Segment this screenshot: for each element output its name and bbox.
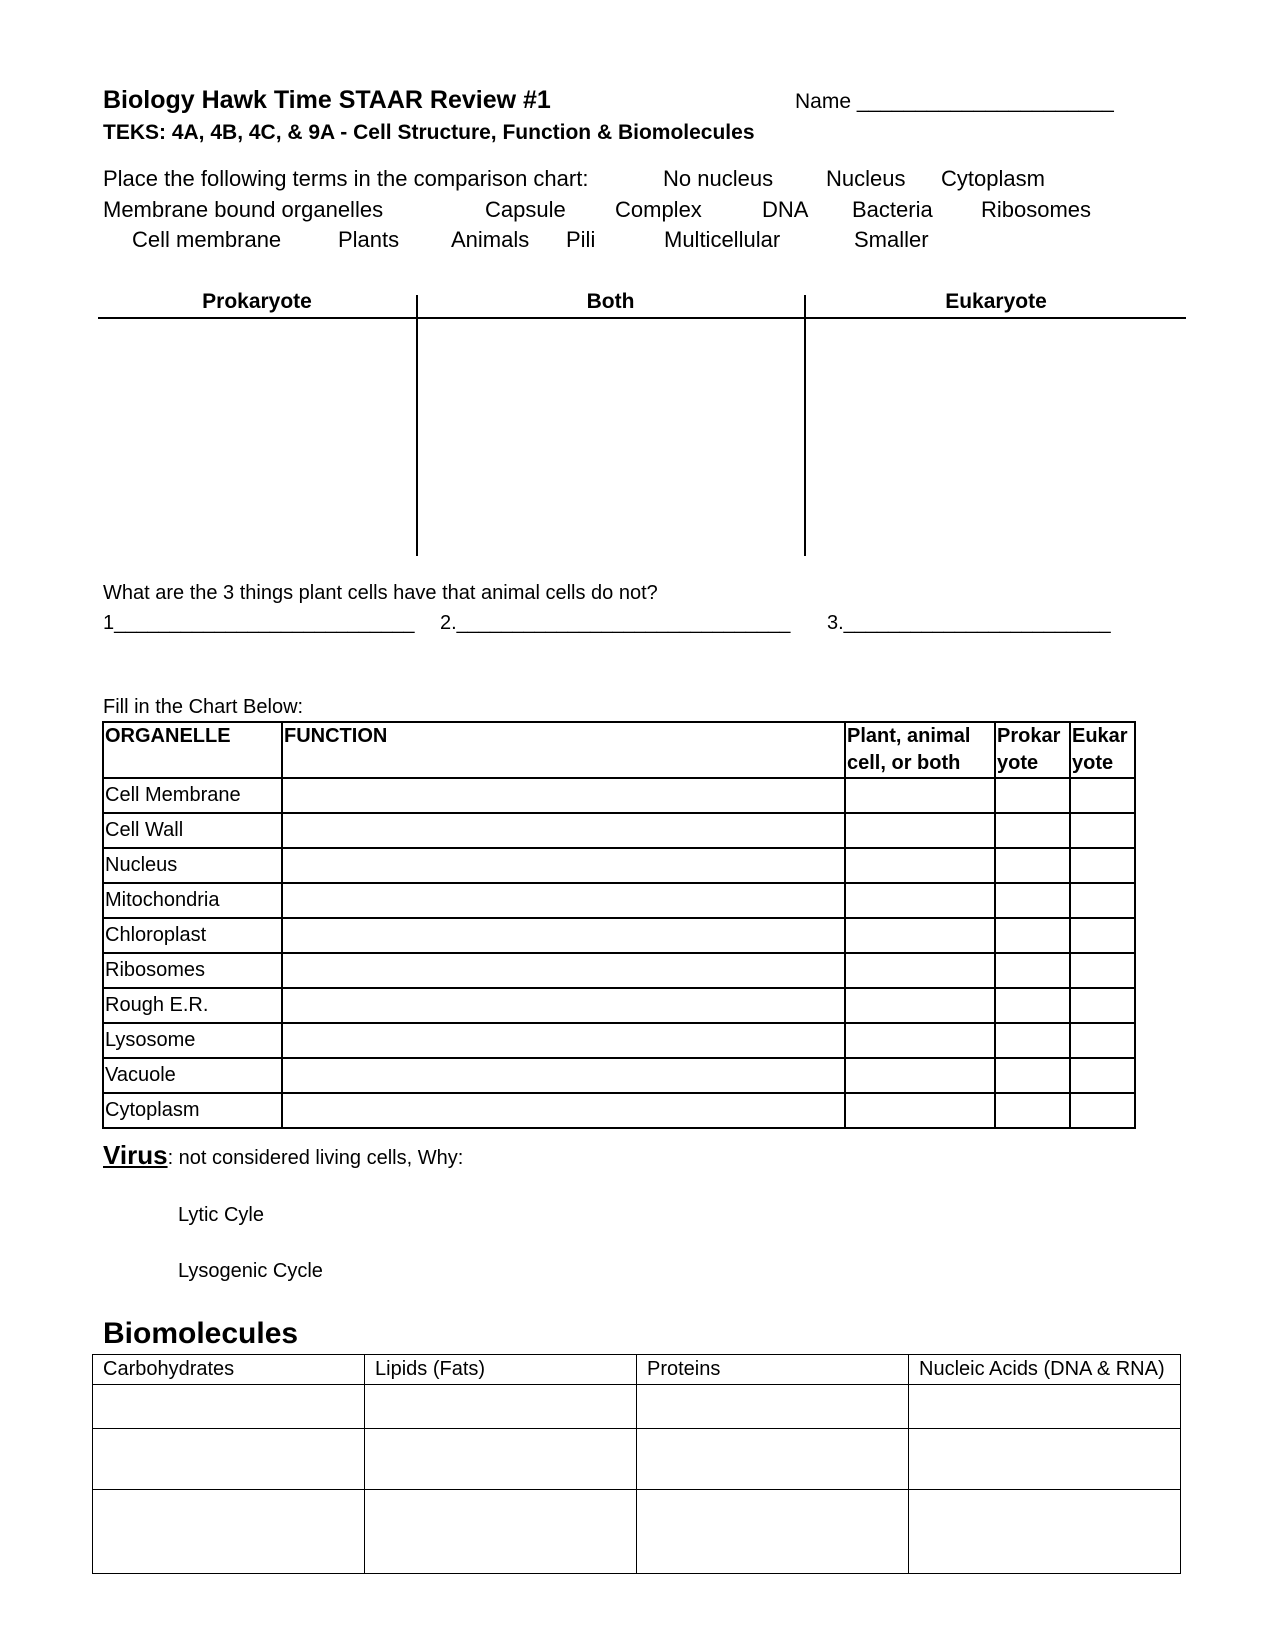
function-cell[interactable] (282, 813, 845, 848)
function-cell[interactable] (282, 1093, 845, 1128)
prokaryote-cell[interactable] (995, 1058, 1070, 1093)
cell-type-cell[interactable] (845, 813, 995, 848)
answer-cell[interactable] (637, 1385, 909, 1429)
teks-subtitle: TEKS: 4A, 4B, 4C, & 9A - Cell Structure, Function & Biomolecules (103, 121, 755, 144)
cell-type-cell[interactable] (845, 988, 995, 1023)
answer-cell[interactable] (365, 1385, 637, 1429)
cell-type-cell[interactable] (845, 1093, 995, 1128)
prokaryote-cell[interactable] (995, 848, 1070, 883)
cell-type-cell[interactable] (845, 848, 995, 883)
answer-cell[interactable] (909, 1429, 1181, 1490)
organelle-name: Cell Membrane (103, 778, 282, 813)
term: Ribosomes (981, 197, 1092, 222)
table-row (103, 953, 1135, 988)
function-cell[interactable] (282, 1058, 845, 1093)
fill-chart-label: Fill in the Chart Below: (103, 696, 304, 718)
table-row (103, 1093, 1135, 1128)
organelle-name: Lysosome (103, 1023, 282, 1058)
prokaryote-cell[interactable] (995, 1093, 1070, 1128)
answer-cell[interactable] (637, 1490, 909, 1574)
virus-prompt: : not considered living cells, Why: (167, 1147, 464, 1169)
table-row (103, 988, 1135, 1023)
biomolecules-title: Biomolecules (103, 1317, 299, 1350)
prokaryote-cell[interactable] (995, 778, 1070, 813)
name-field-label[interactable]: Name ______________________ (795, 90, 1114, 113)
both-area[interactable] (418, 318, 804, 556)
function-cell[interactable] (282, 848, 845, 883)
organelle-name: Cytoplasm (103, 1093, 282, 1128)
prokaryote-cell[interactable] (995, 813, 1070, 848)
term: Complex (615, 197, 702, 222)
cell-type-cell[interactable] (845, 1023, 995, 1058)
term: Membrane bound organelles (103, 197, 384, 222)
prokaryote-cell[interactable] (995, 1023, 1070, 1058)
function-cell[interactable] (282, 778, 845, 813)
organelle-name: Ribosomes (103, 953, 282, 988)
prokaryote-cell[interactable] (995, 953, 1070, 988)
eukaryote-col-header: Eukar yote (1070, 722, 1135, 778)
worksheet-title: Biology Hawk Time STAAR Review #1 (103, 86, 551, 114)
term: No nucleus (663, 166, 774, 191)
cell-type-cell[interactable] (845, 883, 995, 918)
prokaryote-col-header: Prokar yote (995, 722, 1070, 778)
table-row (103, 848, 1135, 883)
term: Capsule (485, 197, 566, 222)
eukaryote-cell[interactable] (1070, 988, 1135, 1023)
plant-cells-question: What are the 3 things plant cells have that animal cells do not? (103, 582, 658, 604)
answer-cell[interactable] (909, 1490, 1181, 1574)
term: Animals (451, 227, 530, 252)
term: Bacteria (852, 197, 933, 222)
organelle-name: Rough E.R. (103, 988, 282, 1023)
term: Nucleus (826, 166, 906, 191)
function-cell[interactable] (282, 953, 845, 988)
eukaryote-cell[interactable] (1070, 778, 1135, 813)
eukaryote-cell[interactable] (1070, 883, 1135, 918)
function-cell[interactable] (282, 883, 845, 918)
term: Plants (338, 227, 400, 252)
eukaryote-header: Eukaryote (945, 290, 1047, 313)
organelle-name: Cell Wall (103, 813, 282, 848)
organelle-name: Mitochondria (103, 883, 282, 918)
cell-type-cell[interactable] (845, 918, 995, 953)
lysogenic-cycle-label: Lysogenic Cycle (178, 1260, 323, 1282)
function-header: FUNCTION (282, 722, 845, 778)
lipids-header: Lipids (Fats) (365, 1355, 637, 1385)
organelle-name: Nucleus (103, 848, 282, 883)
term: Cell membrane (132, 227, 282, 252)
eukaryote-cell[interactable] (1070, 1093, 1135, 1128)
cell-type-header: Plant, animal cell, or both (845, 722, 995, 778)
term: DNA (762, 197, 809, 222)
prokaryote-cell[interactable] (995, 918, 1070, 953)
cell-type-cell[interactable] (845, 1058, 995, 1093)
answer-cell[interactable] (637, 1429, 909, 1490)
carbohydrates-header: Carbohydrates (93, 1355, 365, 1385)
function-cell[interactable] (282, 918, 845, 953)
answer-cell[interactable] (93, 1429, 365, 1490)
prokaryote-header: Prokaryote (202, 290, 312, 313)
answer-blank-3[interactable]: 3.________________________ (827, 612, 1111, 634)
table-row (103, 813, 1135, 848)
table-row (93, 1490, 1181, 1574)
eukaryote-cell[interactable] (1070, 1023, 1135, 1058)
answer-cell[interactable] (365, 1490, 637, 1574)
nucleic-acids-header: Nucleic Acids (DNA & RNA) (909, 1355, 1181, 1385)
eukaryote-cell[interactable] (1070, 1058, 1135, 1093)
answer-cell[interactable] (909, 1385, 1181, 1429)
table-row (103, 918, 1135, 953)
function-cell[interactable] (282, 1023, 845, 1058)
eukaryote-cell[interactable] (1070, 918, 1135, 953)
answer-cell[interactable] (93, 1490, 365, 1574)
virus-question (103, 1140, 463, 1171)
table-row (103, 1023, 1135, 1058)
cell-type-cell[interactable] (845, 778, 995, 813)
table-row (103, 778, 1135, 813)
terms-intro: Place the following terms in the comparison chart: (103, 166, 589, 191)
organelle-header: ORGANELLE (103, 722, 282, 778)
prokaryote-cell[interactable] (995, 883, 1070, 918)
cell-type-cell[interactable] (845, 953, 995, 988)
term: Smaller (854, 227, 929, 252)
prokaryote-cell[interactable] (995, 988, 1070, 1023)
prokaryote-area[interactable] (98, 318, 416, 556)
term: Multicellular (664, 227, 781, 252)
virus-heading: Virus (103, 1140, 168, 1170)
term: Pili (566, 227, 596, 252)
eukaryote-cell[interactable] (1070, 848, 1135, 883)
proteins-header: Proteins (637, 1355, 909, 1385)
biomolecules-table (92, 1354, 1181, 1574)
table-row (93, 1385, 1181, 1429)
organelle-table-header (103, 722, 1135, 778)
table-row (93, 1429, 1181, 1490)
answer-cell[interactable] (365, 1429, 637, 1490)
eukaryote-cell[interactable] (1070, 953, 1135, 988)
table-row (103, 1058, 1135, 1093)
eukaryote-area[interactable] (806, 318, 1186, 556)
term: Cytoplasm (941, 166, 1045, 191)
lytic-cycle-label: Lytic Cyle (178, 1204, 264, 1226)
eukaryote-cell[interactable] (1070, 813, 1135, 848)
answer-blank-1[interactable]: 1___________________________ (103, 612, 415, 634)
answer-cell[interactable] (93, 1385, 365, 1429)
both-header: Both (586, 290, 635, 313)
organelle-table (102, 721, 1136, 1129)
answer-blank-2[interactable]: 2.______________________________ (440, 612, 791, 634)
organelle-name: Vacuole (103, 1058, 282, 1093)
table-row (103, 883, 1135, 918)
function-cell[interactable] (282, 988, 845, 1023)
organelle-name: Chloroplast (103, 918, 282, 953)
biomolecules-header-row (93, 1355, 1181, 1385)
